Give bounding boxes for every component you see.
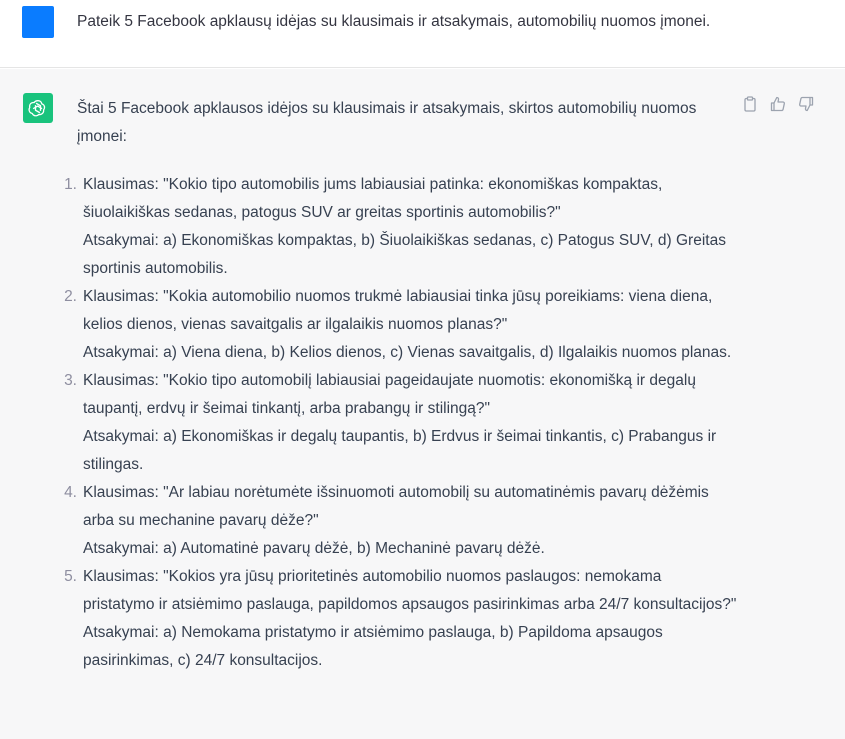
assistant-response: [64, 95, 737, 675]
poll-question: Klausimas: "Ar labiau norėtumėte išsinuomoti automobilį su automatinėmis pavarų dėžėmis arba su mechanine pavarų dėže?": [83, 484, 709, 529]
poll-question: Klausimas: "Kokios yra jūsų prioritetinės automobilio nuomos paslaugos: nemokama pristatymo ir atsiėmimo paslauga, papildomos apsaugos pasirinkimas arba 24/7 konsultacijos?": [83, 568, 737, 613]
list-number: 1.: [64, 176, 77, 193]
list-item: [64, 171, 737, 283]
chatgpt-logo-icon: [23, 93, 53, 123]
poll-question: Klausimas: "Kokio tipo automobilį labiausiai pageidaujate nuomotis: ekonomišką ir degalų taupantį, erdvų ir šeimai tinkantį, arba prabangų ir stilingą?": [83, 372, 696, 417]
poll-question: Klausimas: "Kokia automobilio nuomos trukmė labiausiai tinka jūsų poreikiams: viena diena, kelios dienos, vienas savaitgalis ar ilgalaikis nuomos planas?": [83, 288, 713, 333]
thumbs-down-icon[interactable]: [798, 96, 814, 112]
list-item: [64, 283, 737, 367]
poll-ideas-list: [64, 171, 737, 675]
assistant-message: [0, 69, 845, 739]
clipboard-icon[interactable]: [742, 96, 758, 112]
poll-answers: Atsakymai: a) Ekonomiškas kompaktas, b) Šiuolaikiškas sedanas, c) Patogus SUV, d) Greitas sportinis automobilis.: [83, 232, 726, 277]
response-intro: Štai 5 Facebook apklausos idėjos su klausimais ir atsakymais, skirtos automobilių nuomos įmonei:: [77, 100, 697, 145]
poll-answers: Atsakymai: a) Automatinė pavarų dėžė, b) Mechaninė pavarų dėžė.: [83, 540, 545, 557]
user-avatar: [22, 6, 54, 38]
list-item: [64, 563, 737, 675]
poll-answers: Atsakymai: a) Ekonomiškas ir degalų taupantis, b) Erdvus ir šeimai tinkantis, c) Prabangus ir stilingas.: [83, 428, 717, 473]
poll-answers: Atsakymai: a) Viena diena, b) Kelios dienos, c) Vienas savaitgalis, d) Ilgalaikis nuomos planas.: [83, 344, 732, 361]
list-item: [64, 367, 737, 479]
user-prompt-text: Pateik 5 Facebook apklausų idėjas su klausimais ir atsakymais, automobilių nuomos įmonei.: [77, 13, 711, 30]
list-number: 3.: [64, 372, 77, 389]
list-number: 4.: [64, 484, 77, 501]
poll-answers: Atsakymai: a) Nemokama pristatymo ir atsiėmimo paslauga, b) Papildoma apsaugos pasirinkimas, c) 24/7 konsultacijos.: [83, 624, 663, 669]
list-number: 5.: [64, 568, 77, 585]
thumbs-up-icon[interactable]: [770, 96, 786, 112]
poll-question: Klausimas: "Kokio tipo automobilis jums labiausiai patinka: ekonomiškas kompaktas, šiuolaikiškas sedanas, patogus SUV ar greitas sportinis automobilis?": [83, 176, 663, 221]
user-message: [0, 0, 845, 68]
list-item: [64, 479, 737, 563]
list-number: 2.: [64, 288, 77, 305]
message-actions: [742, 96, 814, 112]
